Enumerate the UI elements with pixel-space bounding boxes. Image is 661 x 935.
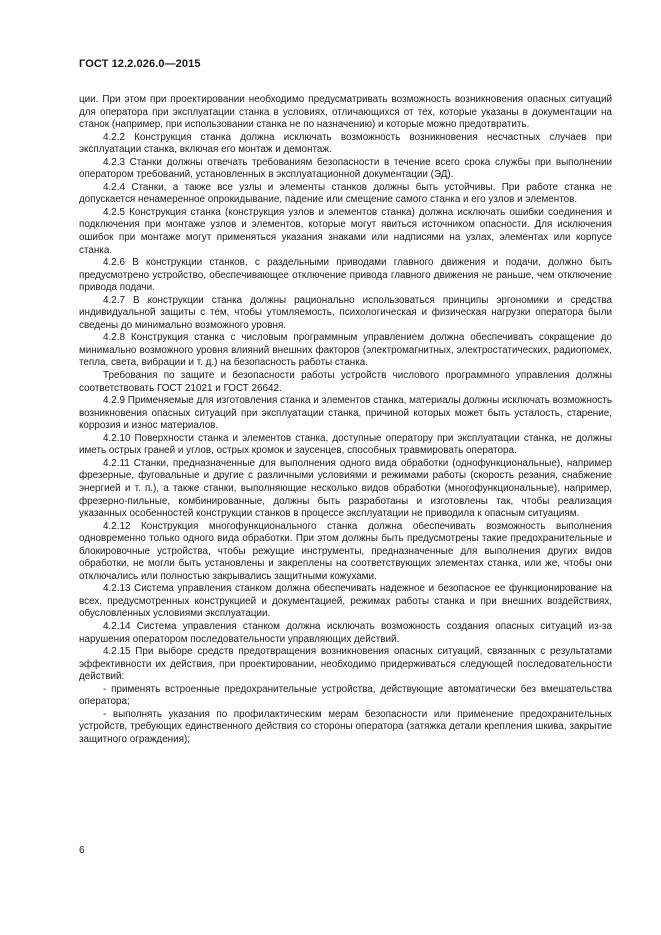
clause-4-2-13: 4.2.13 Система управления станком должна обеспечивать надежное и безопасное ее функционирование на всех, предусмотренных конструкцией и документацией, режимах работы станка и при внешних воздействиях, обусловленных условиями эксплуатации. xyxy=(79,583,612,620)
list-item: - выполнять указания по профилактическим мерам безопасности или применение предохранительных устройств, требующих единственного действия со стороны оператора (затяжка детали крепления шкива, закрытие защитного ограждения); xyxy=(79,708,612,745)
clause-4-2-11: 4.2.11 Станки, предназначенные для выполнения одного вида обработки (однофункциональные), например фрезерные, фуговальные и другие с различными условиями и режимами работы (скорость резания, снабжение энергией и т. п.), а также станки, выполняющие несколько видов обработки (многофункциональные), например, фрезерно-пильные, комбинированные, должны быть разработаны и изготовлены так, чтобы реализация указанных особенностей конструкции станков в процессе эксплуатации не приводила к опасным ситуациям. xyxy=(79,457,612,520)
clause-4-2-4: 4.2.4 Станки, а также все узлы и элементы станков должны быть устойчивы. При работе станка не допускается ненамеренное опрокидывание, падение или смещение самого станка и его узлов и элементов. xyxy=(79,181,612,206)
clause-4-2-7: 4.2.7 В конструкции станка должны рационально использоваться принципы эргономики и средства индивидуальной защиты с тем, чтобы утомляемость, психологическая и физическая нагрузки оператора были сведены до минимально возможного уровня. xyxy=(79,294,612,331)
clause-4-2-2: 4.2.2 Конструкция станка должна исключать возможность возникновения несчастных случаев при эксплуатации станка, включая его монтаж и демонтаж. xyxy=(79,131,612,156)
clause-4-2-12: 4.2.12 Конструкция многофункционального станка должна обеспечивать возможность выполнения одновременно только одного вида обработки. При этом должны быть предусмотрены такие предохранительные и блокировочные устройства, чтобы режущие инструменты, предназначенные для выполнения других видов обработки, не могли быть установлены и закреплены на соответствующих элементах станка, или же, чтобы они отключались или полностью закрывались защитными кожухами. xyxy=(79,520,612,582)
clause-4-2-5: 4.2.5 Конструкция станка (конструкция узлов и элементов станка) должна исключать ошибки соединения и подключения при монтаже узлов и элементов, которые могут явиться источником опасности. Для исключения ошибок при монтаже могут применяться указания знаками или надписями на узлах, элементах или корпусе станка. xyxy=(79,206,612,256)
list-item: - применять встроенные предохранительные устройства, действующие автоматически без вмешательства оператора; xyxy=(79,683,612,708)
clause-4-2-15: 4.2.15 При выборе средств предотвращения возникновения опасных ситуаций, связанных с результатами эффективности их действия, при проектировании, необходимо придерживаться следующей последовательности действий: xyxy=(79,646,612,683)
clause-4-2-14: 4.2.14 Система управления станком должна исключать возможность создания опасных ситуаций из-за нарушения оператором последовательности управляющих действий. xyxy=(79,620,612,645)
body-text xyxy=(79,94,612,746)
clause-4-2-8: 4.2.8 Конструкция станка с числовым программным управлением должна обеспечивать сокращение до минимально возможного уровня влияний внешних факторов (электромагнитных, электростатических, радиопомех, тепла, света, вибрации и т. д.) на безопасность работы станка. xyxy=(79,332,612,369)
standard-header: ГОСТ 12.2.026.0—2015 xyxy=(79,58,201,70)
clause-4-2-9: 4.2.9 Применяемые для изготовления станка и элементов станка, материалы должны исключать возможность возникновения опасных ситуаций при эксплуатации станка, причиной которых может быть усталость, старение, коррозия и износ материалов. xyxy=(79,395,612,432)
clause-4-2-6: 4.2.6 В конструкции станков, с раздельными приводами главного движения и подачи, должно быть предусмотрено устройство, обеспечивающее отключение привода главного движения не раньше, чем отключение привода подачи. xyxy=(79,257,612,294)
paragraph: ции. При этом при проектировании необходимо предусматривать возможность возникновения опасных ситуаций для оператора при эксплуатации станка в условиях, отличающихся от тех, которые указаны в документации на станок (например, при использовании станка не по назначению) и которые можно предотвратить. xyxy=(79,94,612,131)
clause-4-2-10: 4.2.10 Поверхности станка и элементов станка, доступные оператору при эксплуатации станка, не должны иметь острых граней и углов, острых кромок и заусенцев, способных травмировать оператора. xyxy=(79,432,612,457)
clause-4-2-3: 4.2.3 Станки должны отвечать требованиям безопасности в течение всего срока службы при выполнении оператором требований, установленных в эксплуатационной документации (ЭД). xyxy=(79,156,612,181)
page-number: 6 xyxy=(79,845,85,856)
paragraph: Требования по защите и безопасности работы устройств числового программного управления должны соответствовать ГОСТ 21021 и ГОСТ 26642. xyxy=(79,370,612,394)
